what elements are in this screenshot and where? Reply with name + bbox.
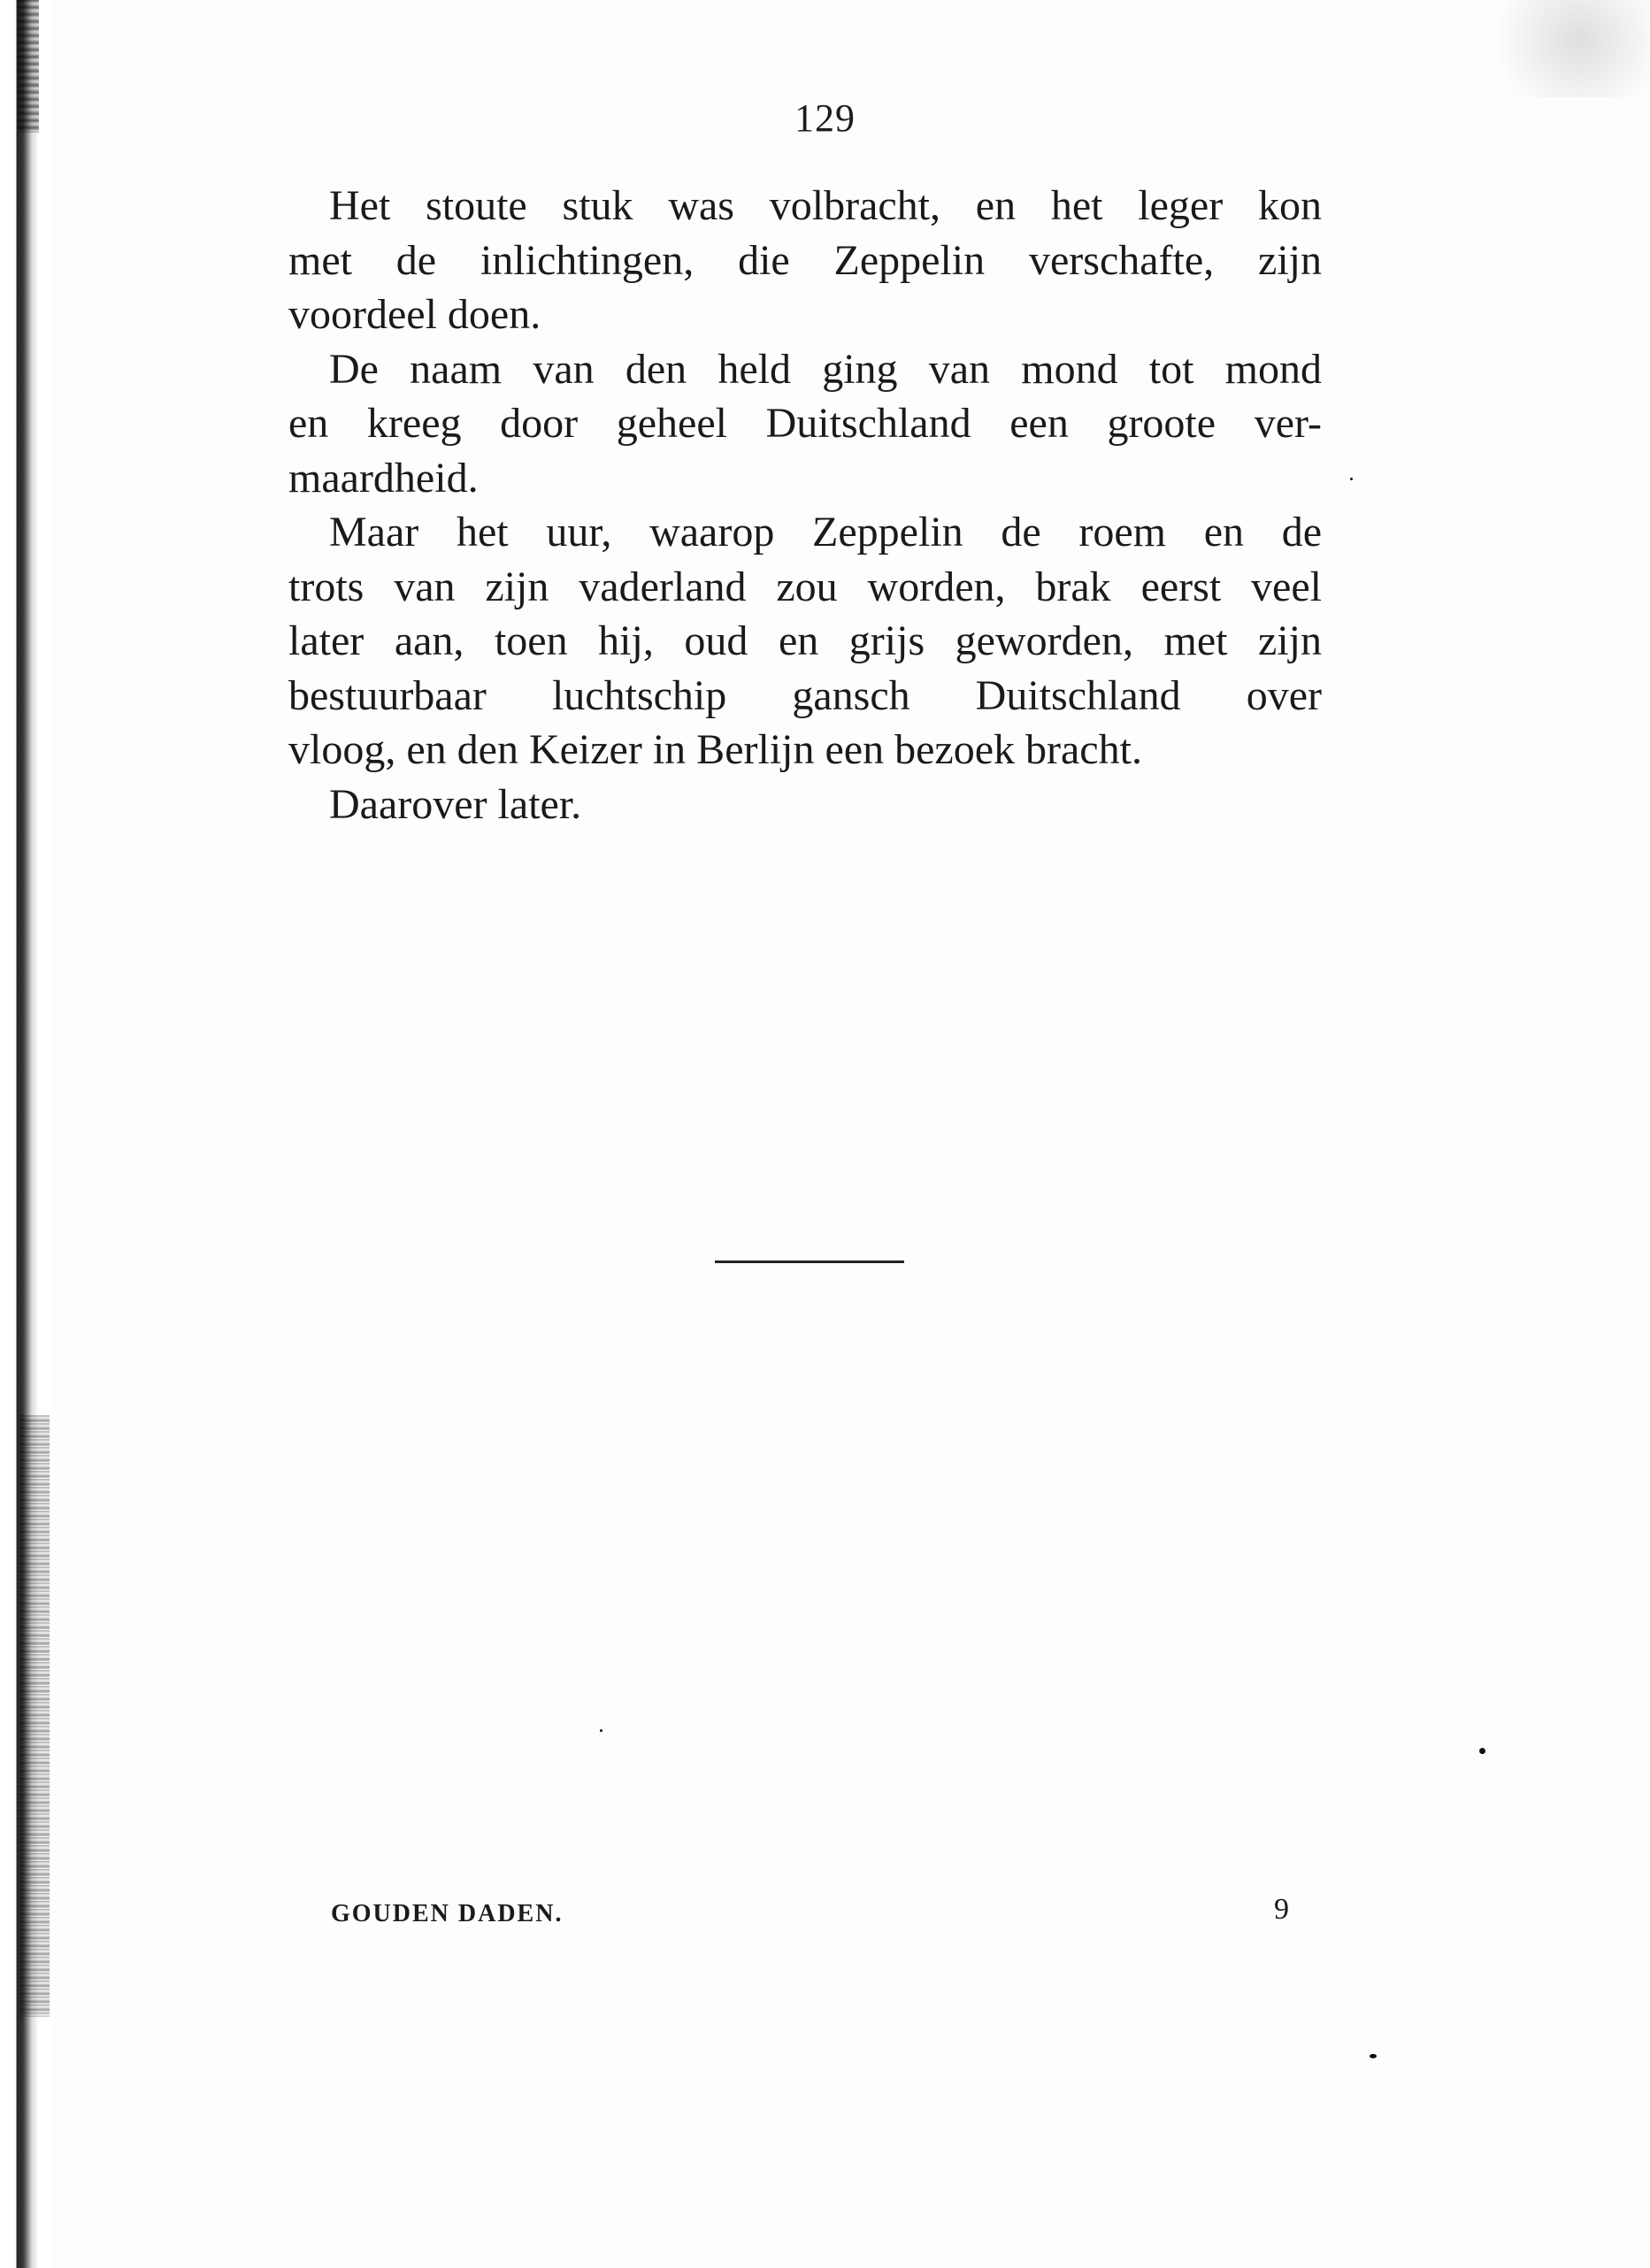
page-number: 129 bbox=[794, 96, 856, 140]
text-line: bestuurbaar luchtschip gansch Duitschland over bbox=[288, 671, 1322, 719]
section-divider-rule bbox=[715, 1260, 904, 1263]
scan-dot bbox=[1350, 478, 1353, 480]
text-line: Daarover later. bbox=[329, 780, 582, 828]
scan-dot bbox=[600, 1729, 602, 1732]
binding-edge-scan-noise bbox=[19, 1415, 50, 2017]
text-line: Het stoute stuk was volbracht, en het leger kon bbox=[329, 182, 1322, 229]
text-line: met de inlichtingen, die Zeppelin verschafte, zijn bbox=[288, 236, 1322, 284]
text-line: trots van zijn vaderland zou worden, brak eerst veel bbox=[288, 563, 1322, 610]
text-line: voordeel doen. bbox=[288, 291, 541, 338]
scan-dot bbox=[1370, 2054, 1377, 2058]
text-line: en kreeg door geheel Duitschland een groote ver- bbox=[288, 400, 1322, 447]
text-line: vloog, en den Keizer in Berlijn een bezoek bracht. bbox=[288, 726, 1142, 773]
footer-book-title: GOUDEN DADEN. bbox=[331, 1900, 564, 1927]
text-line: later aan, toen hij, oud en grijs geworden, met zijn bbox=[288, 617, 1322, 664]
text-line: De naam van den held ging van mond tot mond bbox=[329, 345, 1322, 393]
scan-speckle-corner bbox=[1473, 0, 1650, 97]
scan-dot bbox=[1479, 1748, 1485, 1754]
body-text bbox=[288, 179, 1322, 831]
text-line: maardheid. bbox=[288, 454, 479, 502]
footer-signature-mark: 9 bbox=[1274, 1893, 1289, 1926]
text-line: Maar het uur, waarop Zeppelin de roem en de bbox=[329, 509, 1322, 556]
